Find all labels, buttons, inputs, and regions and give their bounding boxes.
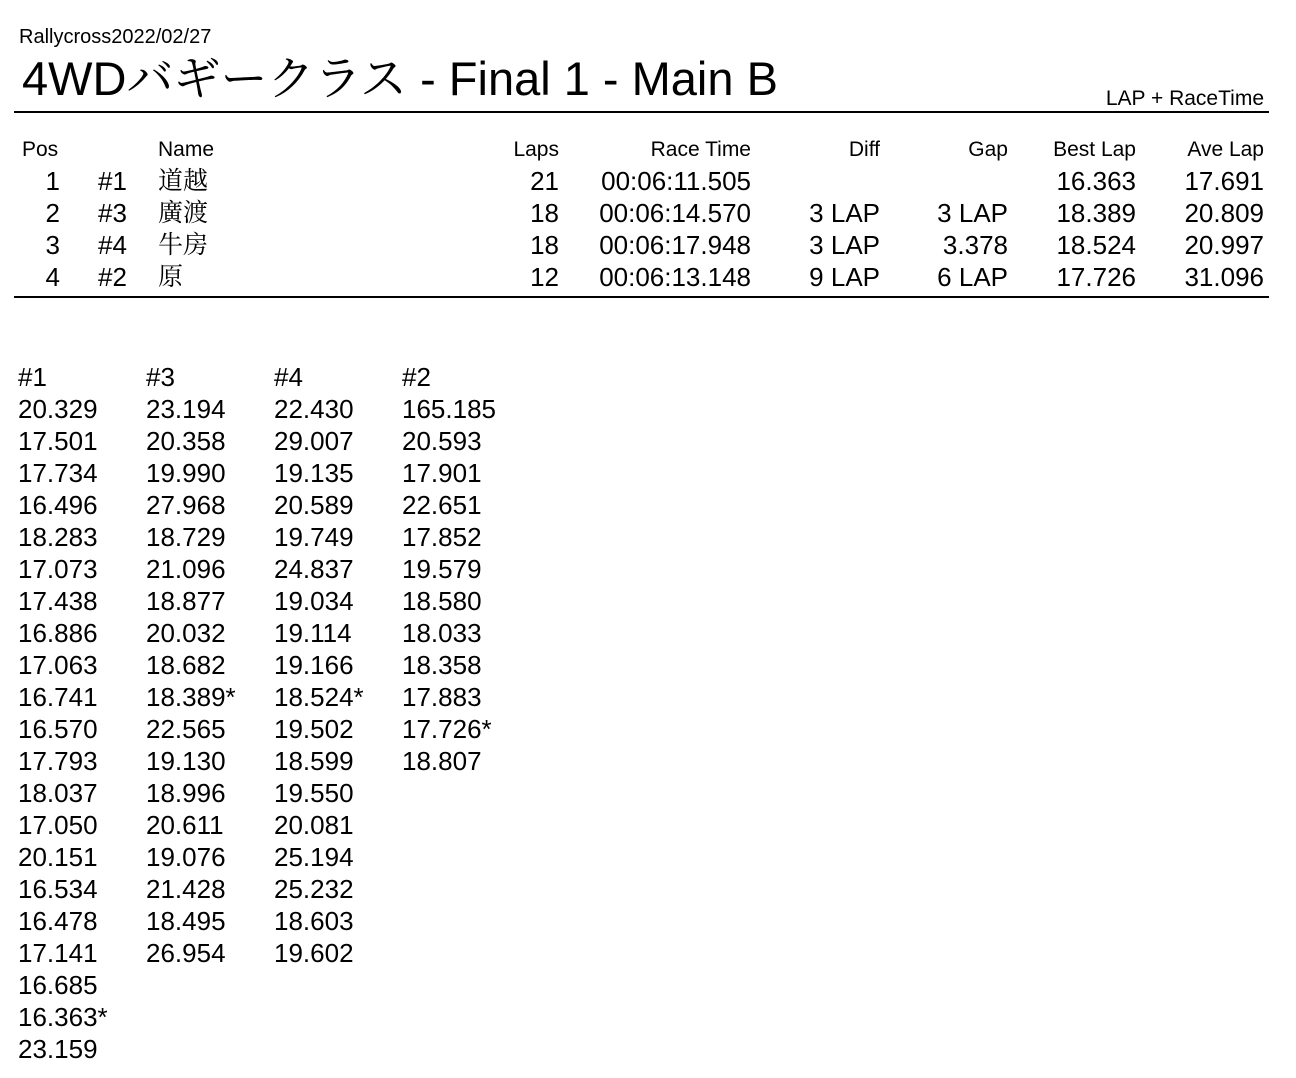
lap-time: 20.151: [18, 842, 98, 872]
result-driver-name: 牛房: [158, 230, 209, 259]
result-best-lap: 18.524: [1056, 230, 1136, 260]
result-best-lap: 18.389: [1056, 198, 1136, 228]
result-ave-lap: 31.096: [1184, 262, 1264, 292]
lap-time: 16.685: [18, 970, 98, 1000]
col-header-diff: Diff: [848, 138, 880, 161]
lap-time: 18.037: [18, 778, 98, 808]
lap-time: 17.901: [402, 458, 482, 488]
result-pos: 3: [45, 230, 60, 260]
lap-time: 18.682: [146, 650, 226, 680]
lap-times-car-header: #1: [18, 362, 47, 392]
lap-time: 19.076: [146, 842, 226, 872]
lap-time: 21.428: [146, 874, 226, 904]
results-header-row: [0, 135, 1296, 165]
lap-time: 19.579: [402, 554, 482, 584]
lap-time: 25.194: [274, 842, 354, 872]
lap-times-car-header: #3: [146, 362, 175, 392]
col-header-gap: Gap: [968, 138, 1008, 161]
lap-time: 23.194: [146, 394, 226, 424]
lap-time: 18.495: [146, 906, 226, 936]
result-race-time: 00:06:14.570: [599, 198, 751, 228]
result-diff: 9 LAP: [809, 262, 880, 292]
result-row: [0, 197, 1296, 229]
lap-time: 18.283: [18, 522, 98, 552]
lap-time: 16.741: [18, 682, 98, 712]
result-race-time: 00:06:11.505: [601, 166, 751, 196]
lap-time: 21.096: [146, 554, 226, 584]
result-diff: 3 LAP: [809, 198, 880, 228]
result-laps: 12: [530, 262, 559, 292]
lap-time: 18.996: [146, 778, 226, 808]
col-header-laps: Laps: [513, 138, 559, 161]
result-driver-name: 廣渡: [158, 198, 209, 227]
lap-time: 17.063: [18, 650, 98, 680]
lap-time: 22.430: [274, 394, 354, 424]
col-header-name: Name: [158, 138, 215, 161]
result-laps: 21: [530, 166, 559, 196]
lap-time: 19.130: [146, 746, 226, 776]
result-car-number: #1: [98, 166, 127, 196]
display-mode-label: LAP + RaceTime: [1105, 87, 1264, 110]
result-pos: 2: [45, 198, 60, 228]
result-pos: 1: [45, 166, 60, 196]
col-header-race-time: Race Time: [650, 138, 751, 161]
lap-time: 19.114: [274, 618, 352, 648]
results-table: [0, 135, 1296, 293]
lap-time: 16.478: [18, 906, 98, 936]
event-name: Rallycross2022/02/27: [19, 26, 212, 48]
result-best-lap: 17.726: [1056, 262, 1136, 292]
lap-times-car-header: #2: [402, 362, 431, 392]
result-car-number: #4: [98, 230, 127, 260]
col-header-best-lap: Best Lap: [1053, 138, 1136, 161]
lap-times-column: [18, 361, 146, 1065]
result-row: [0, 261, 1296, 293]
lap-time: 16.570: [18, 714, 98, 744]
result-best-lap: 16.363: [1056, 166, 1136, 196]
lap-time: 20.081: [274, 810, 354, 840]
results-divider: [14, 296, 1269, 298]
lap-time: 22.565: [146, 714, 226, 744]
result-race-time: 00:06:17.948: [599, 230, 751, 260]
lap-time: 20.032: [146, 618, 226, 648]
result-row: [0, 165, 1296, 197]
lap-time: 27.968: [146, 490, 226, 520]
lap-time: 19.135: [274, 458, 354, 488]
lap-time: 18.599: [274, 746, 354, 776]
result-race-time: 00:06:13.148: [599, 262, 751, 292]
lap-time: 165.185: [402, 394, 496, 424]
lap-times-car-header: #4: [274, 362, 303, 392]
col-header-pos: Pos: [22, 138, 59, 161]
result-driver-name: 原: [158, 262, 184, 291]
lap-time: 17.438: [18, 586, 98, 616]
lap-time: 24.837: [274, 554, 354, 584]
lap-time: 16.886: [18, 618, 98, 648]
lap-time: 17.726*: [402, 714, 492, 744]
lap-time: 18.729: [146, 522, 226, 552]
lap-time: 26.954: [146, 938, 226, 968]
result-driver-name: 道越: [158, 166, 209, 195]
lap-time: 18.033: [402, 618, 482, 648]
lap-time: 18.807: [402, 746, 482, 776]
lap-time: 18.389*: [146, 682, 236, 712]
lap-time: 29.007: [274, 426, 354, 456]
lap-time: 17.734: [18, 458, 98, 488]
lap-time: 17.141: [18, 938, 98, 968]
lap-time: 17.883: [402, 682, 482, 712]
result-car-number: #2: [98, 262, 127, 292]
header-divider: [14, 111, 1269, 113]
lap-time: 19.502: [274, 714, 354, 744]
lap-time: 18.524*: [274, 682, 364, 712]
lap-time: 20.611: [146, 810, 224, 840]
result-gap: 6 LAP: [937, 262, 1008, 292]
result-gap: 3.378: [942, 230, 1008, 260]
lap-times-column: [146, 361, 274, 969]
col-header-ave-lap: Ave Lap: [1187, 138, 1264, 161]
lap-times-column: [402, 361, 530, 777]
result-pos: 4: [45, 262, 60, 292]
lap-time: 18.603: [274, 906, 354, 936]
result-ave-lap: 20.809: [1184, 198, 1264, 228]
results-body: [0, 165, 1296, 293]
lap-time: 18.877: [146, 586, 226, 616]
lap-time: 25.232: [274, 874, 354, 904]
lap-time: 17.073: [18, 554, 98, 584]
lap-time: 20.358: [146, 426, 226, 456]
lap-time: 17.501: [18, 426, 98, 456]
lap-time: 18.580: [402, 586, 482, 616]
lap-time: 22.651: [402, 490, 482, 520]
lap-time: 19.990: [146, 458, 226, 488]
lap-time: 20.589: [274, 490, 354, 520]
lap-time: 20.329: [18, 394, 98, 424]
result-gap: 3 LAP: [937, 198, 1008, 228]
lap-times-column: [274, 361, 402, 969]
lap-time: 16.496: [18, 490, 98, 520]
page-title: 4WDバギークラス - Final 1 - Main B: [22, 52, 778, 105]
lap-time: 23.159: [18, 1034, 98, 1064]
lap-time: 17.793: [18, 746, 98, 776]
lap-time: 19.550: [274, 778, 354, 808]
result-ave-lap: 20.997: [1184, 230, 1264, 260]
lap-time: 16.534: [18, 874, 98, 904]
lap-time: 19.034: [274, 586, 354, 616]
lap-time: 18.358: [402, 650, 482, 680]
lap-time: 16.363*: [18, 1002, 108, 1032]
result-laps: 18: [530, 198, 559, 228]
lap-time: 17.852: [402, 522, 482, 552]
lap-time: 20.593: [402, 426, 482, 456]
result-row: [0, 229, 1296, 261]
lap-time: 17.050: [18, 810, 98, 840]
result-car-number: #3: [98, 198, 127, 228]
lap-time: 19.602: [274, 938, 354, 968]
result-ave-lap: 17.691: [1184, 166, 1264, 196]
lap-time: 19.749: [274, 522, 354, 552]
result-diff: 3 LAP: [809, 230, 880, 260]
lap-time: 19.166: [274, 650, 354, 680]
result-laps: 18: [530, 230, 559, 260]
